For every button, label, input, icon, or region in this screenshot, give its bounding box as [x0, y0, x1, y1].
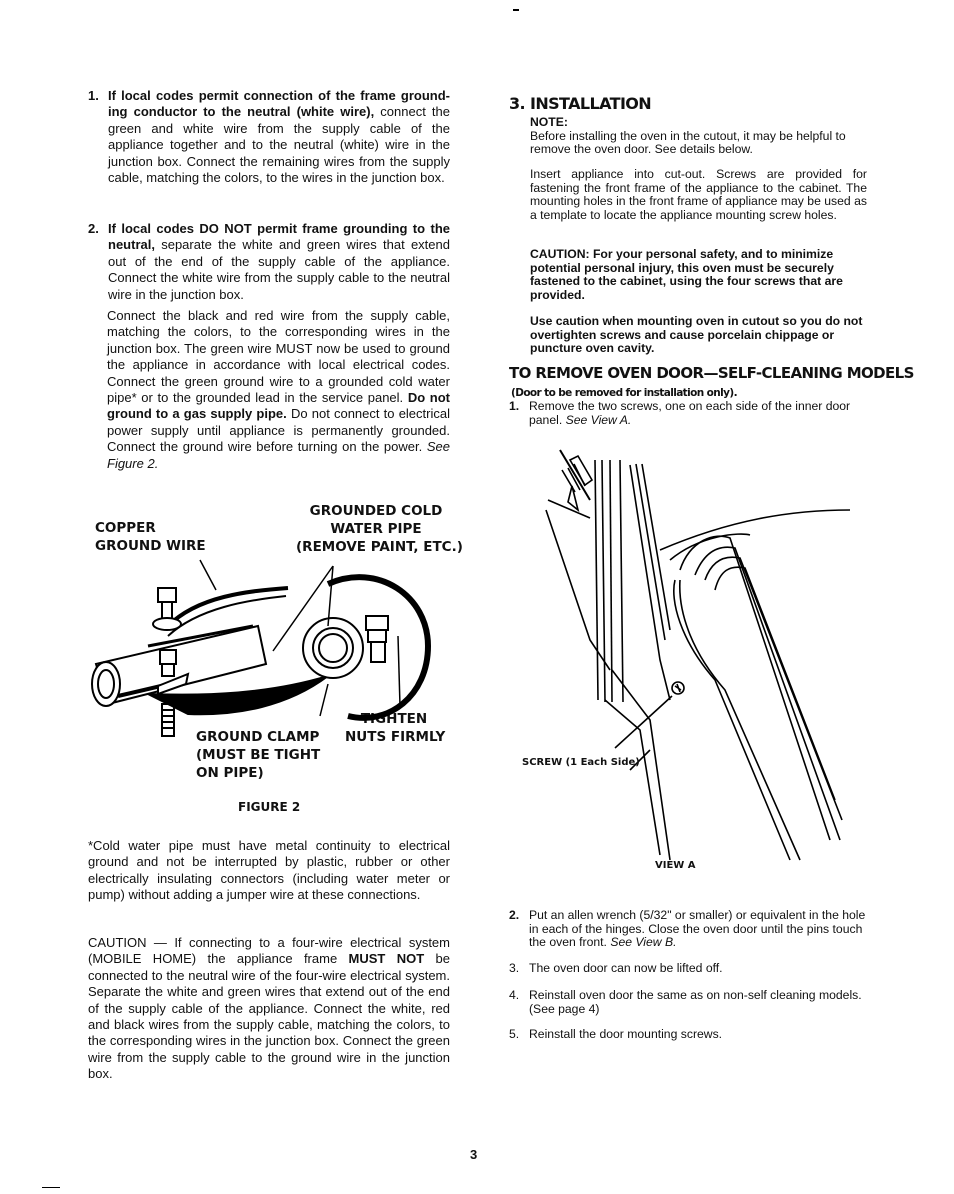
page-number: 3	[470, 1147, 478, 1162]
step-2	[509, 909, 867, 950]
note-block	[530, 116, 867, 157]
step-number: 3.	[509, 961, 520, 975]
grounding-text-2: Do not connect to electrical power supply until appliance is permanently grounded. Connect the ground wire before turning on the power.	[107, 406, 450, 455]
view-b-reference: See View B.	[610, 935, 677, 950]
step-4-text: Reinstall oven door the same as on non-self cleaning models. (See page 4)	[529, 988, 862, 1016]
caution-mobile-home	[88, 935, 450, 1083]
item-2-bold-text: If local codes DO NOT permit frame grounding to the neutral,	[108, 221, 450, 253]
step-number: 1.	[509, 399, 520, 413]
ground-clamp-illustration	[88, 566, 448, 746]
instruction-item-2	[88, 221, 450, 303]
step-number: 2.	[509, 908, 520, 922]
step-5	[509, 1028, 867, 1042]
insert-text: Insert appliance into cut-out. Screws are provided for fastening the front frame of the appliance to the cabinet. The mounting holes in the front frame of appliance may be used as a template to locate the appliance mounting screw holes.	[530, 167, 867, 222]
view-a-reference: See View A.	[565, 412, 632, 427]
insert-paragraph	[530, 168, 867, 222]
step-number: 5.	[509, 1027, 520, 1041]
tighten-nuts-label: TIGHTEN NUTS FIRMLY	[345, 711, 446, 745]
oven-door-view-a-illustration	[530, 440, 850, 860]
item-2-text: separate the white and green wires that extend out of the end of the supply cable of the appliance. Connect the white wire from the supply cable to the neutral wire in the junction box.	[108, 237, 450, 302]
caution-text-1: CAUTION — If connecting to a four-wire electrical system (MOBILE HOME) the appliance frame	[88, 935, 450, 967]
step-2-text: Put an allen wrench (5/32" or smaller) or equivalent in the hole in each of the hinges. Close the oven door until the pins touch the oven front.	[529, 908, 866, 950]
screw-label: SCREW (1 Each Side)	[522, 757, 640, 768]
step-4	[509, 989, 867, 1016]
item-1-bold-text: If local codes permit connection of the frame ground-ing conductor to the neutral (white wire),	[108, 88, 450, 120]
grounding-paragraph	[107, 308, 450, 472]
caution-fasten	[530, 248, 867, 302]
note-label: NOTE:	[530, 115, 568, 129]
must-not-emphasis: MUST NOT	[348, 951, 425, 967]
item-1-text: connect the green and white wire from the supply cable of the appliance together and to the neutral (white) wire in the junction box. Connect the remaining wires from the supply cable, matching the colors, to the wires in the junction box.	[108, 104, 451, 186]
note-text: Before installing the oven in the cutout, it may be helpful to remove the oven door. See details below.	[530, 128, 846, 157]
footnote	[88, 838, 450, 904]
step-1	[509, 400, 867, 427]
step-1-text: Remove the two screws, one on each side of the inner door panel.	[529, 399, 851, 427]
installation-heading: 3. INSTALLATION	[509, 94, 652, 113]
step-3-text: The oven door can now be lifted off.	[529, 961, 723, 975]
page-edge-mark	[42, 1187, 60, 1188]
top-scan-mark	[513, 9, 519, 11]
step-3	[509, 962, 867, 976]
gas-pipe-warning: Do not ground to a gas supply pipe.	[107, 390, 450, 422]
remove-door-heading: TO REMOVE OVEN DOOR—SELF-CLEANING MODELS	[509, 364, 914, 382]
grounding-text-1: Connect the black and red wire from the supply cable, matching the colors, to the corresponding wires in the junction box. The green wire MUST now be used to ground the appliance in accordance with local electrical codes. Connect the green ground wire to a grounded cold water pipe* or to the grounded lead in the service panel.	[107, 308, 450, 406]
figure-reference: See Figure 2.	[107, 439, 450, 471]
water-pipe-label: GROUNDED COLD WATER PIPE (REMOVE PAINT, ETC.)	[296, 503, 463, 555]
step-5-text: Reinstall the door mounting screws.	[529, 1027, 723, 1041]
footnote-text: *Cold water pipe must have metal continuity to electrical ground and not be interrupted by plastic, rubber or other electrically insulating connectors (including water meter or pump) without adding a jumper wire at these connections.	[88, 838, 450, 903]
ground-clamp-label: GROUND CLAMP (MUST BE TIGHT ON PIPE)	[196, 729, 321, 781]
caution-text-2: be connected to the neutral wire of the four-wire electrical system. Separate the white and green wires that extend out of the end of the supply cable of the appliance. Connect the white, red and black wires from the supply cable, matching the colors, to the corresponding wires in the junction box. Connect the green wire from the supply cable to the ground wire in the junction box.	[88, 951, 450, 1082]
item-number: 2.	[88, 221, 99, 236]
item-number: 1.	[88, 88, 99, 103]
instruction-item-1	[88, 88, 450, 186]
remove-door-subnote: (Door to be removed for installation only).	[511, 387, 737, 399]
view-a-label: VIEW A	[655, 860, 696, 871]
figure-2-caption: FIGURE 2	[238, 800, 301, 814]
caution-overtighten	[530, 315, 867, 356]
caution-fasten-text: CAUTION: For your personal safety, and to minimize potential personal injury, this oven must be securely fastened to the cabinet, using the four screws that are provided.	[530, 247, 843, 302]
step-number: 4.	[509, 988, 520, 1002]
copper-ground-wire-label: COPPER GROUND WIRE	[95, 520, 206, 554]
caution-overtighten-text: Use caution when mounting oven in cutout so you do not overtighten screws and cause porcelain chippage or puncture oven cavity.	[530, 314, 863, 356]
